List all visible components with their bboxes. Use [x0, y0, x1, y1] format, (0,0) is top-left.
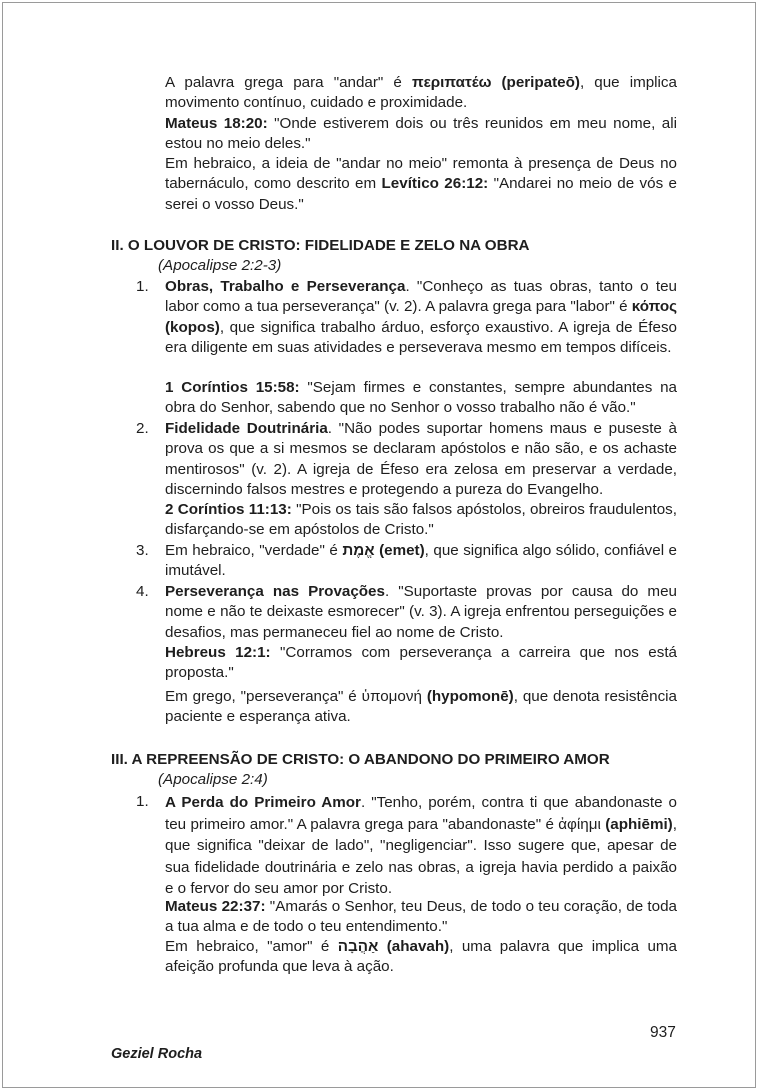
item-text: . "Tenho, porém, contra ti que abandonaste o teu primeiro amor." A palavra grega para "abandonaste" é: [165, 794, 678, 833]
scripture-quote: "Corramos com perseverança a carreira que nos está proposta.": [165, 644, 677, 682]
item-text: . "Não podes suportar homens maus e puseste à prova os que a si mesmos se declaram apóstolos e não são, e os achaste mentirosos" (v. 2). A igreja de Éfeso era zelosa em preservar a verdade, discernindo falsos mestres e protegendo a pureza do Evangelho.: [165, 420, 677, 499]
greek-term: περιπατέω (peripateō): [411, 74, 580, 91]
intro-text: Em hebraico, a ideia de "andar no meio" remonta à presença de Deus no tabernáculo, como descrito em: [165, 155, 677, 193]
author-name: Geziel Rocha: [111, 1046, 203, 1062]
list-number: 3.: [136, 542, 149, 559]
hebrew-term: אֱמֶת (emet): [342, 542, 425, 559]
verse-1: [165, 378, 677, 419]
item-title: Obras, Trabalho e Perseverança: [165, 278, 406, 295]
page-number: 937: [650, 1024, 676, 1041]
section-reference-2: (Apocalipse 2:2-3): [158, 257, 282, 274]
scripture-reference: 2 Coríntios 11:13:: [165, 501, 292, 518]
verse-3: [165, 643, 677, 684]
list-number: 2.: [136, 420, 149, 437]
list-number: 1.: [136, 278, 149, 295]
intro-paragraph-2: [165, 114, 677, 155]
list-number: 4.: [136, 583, 149, 600]
intro-text: A palavra grega para "andar" é: [165, 74, 412, 91]
intro-paragraph-1: [165, 73, 677, 114]
intro-paragraph-3: [165, 154, 677, 215]
scripture-quote: "Onde estiverem dois ou três reunidos em meu nome, ali estou no meio deles.": [165, 115, 677, 153]
transliteration: (hypomonē): [426, 688, 514, 705]
list-item-1: [165, 277, 677, 359]
scripture-quote: "Pois os tais são falsos apóstolos, obreiros fraudulentos, disfarçando-se em apóstolos de Cristo.": [165, 501, 677, 539]
list-item-3: [165, 541, 677, 582]
scripture-reference: 1 Coríntios 15:58:: [165, 379, 300, 396]
scripture-quote: "Andarei no meio de vós e serei o vosso Deus.": [165, 175, 677, 213]
scripture-quote: "Amarás o Senhor, teu Deus, de todo o teu coração, de toda a tua alma e de todo o teu entendimento.": [165, 898, 677, 936]
hebrew-note: [165, 937, 677, 978]
greek-term: ἀφίημι: [558, 815, 601, 833]
item-text: , que significa algo sólido, confiável e imutável.: [165, 542, 677, 580]
item-text: , que significa trabalho árduo, esforço exaustivo. A igreja de Éfeso era diligente em suas atividades e perseverava mesmo em tempos difíceis.: [165, 318, 677, 357]
section-reference-3: (Apocalipse 2:4): [158, 771, 268, 788]
verse-4: [165, 897, 677, 938]
list-item-2: [165, 419, 677, 501]
scripture-quote: "Sejam firmes e constantes, sempre abundantes na obra do Senhor, sabendo que no Senhor o vosso trabalho não é vão.": [165, 379, 677, 417]
hebrew-term: אַהֲבָה (ahavah): [337, 938, 450, 955]
intro-text: , que implica movimento contínuo, cuidado e proximidade.: [165, 74, 677, 112]
scripture-reference: Hebreus 12:1:: [165, 644, 271, 661]
item-title: Fidelidade Doutrinária: [165, 420, 328, 437]
scripture-reference: Mateus 18:20:: [165, 115, 268, 132]
list-item-5: [165, 792, 677, 900]
item-text: , uma palavra que implica uma afeição profunda que leva à ação.: [165, 938, 677, 976]
scripture-reference: Mateus 22:37:: [165, 898, 266, 915]
item-title: Perseverança nas Provações: [165, 583, 385, 600]
item-text: . "Suportaste provas por causa do meu nome e não te deixaste esmorecer" (v. 3). A igreja enfrentou perseguições e desafios, mas permaneceu fiel ao nome de Cristo.: [165, 583, 677, 641]
item-text: , que significa "deixar de lado", "negligenciar". Isso sugere que, apesar de sua fidelidade doutrinária e zelo nas obras, a igreja havia perdido a paixão e o fervor do seu amor por Cristo.: [165, 815, 677, 898]
list-number: 1.: [136, 793, 149, 810]
section-heading-3: III. A REPREENSÃO DE CRISTO: O ABANDONO DO PRIMEIRO AMOR: [111, 751, 610, 768]
greek-note: [165, 687, 677, 728]
section-heading-2: II. O LOUVOR DE CRISTO: FIDELIDADE E ZELO NA OBRA: [111, 237, 530, 254]
item-text: Em hebraico, "amor" é: [165, 938, 338, 955]
item-text: Em hebraico, "verdade" é: [165, 542, 343, 559]
item-title: A Perda do Primeiro Amor: [165, 794, 361, 811]
verse-2: [165, 500, 677, 541]
list-item-4: [165, 582, 677, 643]
item-text: Em grego, "perseverança" é: [165, 688, 362, 705]
item-text: , que denota resistência paciente e esperança ativa.: [165, 688, 677, 726]
greek-term: ὑπομονή: [361, 688, 422, 705]
scripture-reference: Levítico 26:12:: [381, 175, 489, 193]
greek-term: κόπος (kopos): [165, 298, 677, 336]
transliteration: (aphiēmi): [605, 815, 673, 833]
item-text: . "Conheço as tuas obras, tanto o teu labor como a tua perseverança" (v. 2). A palavra grega para "labor" é: [165, 278, 677, 316]
